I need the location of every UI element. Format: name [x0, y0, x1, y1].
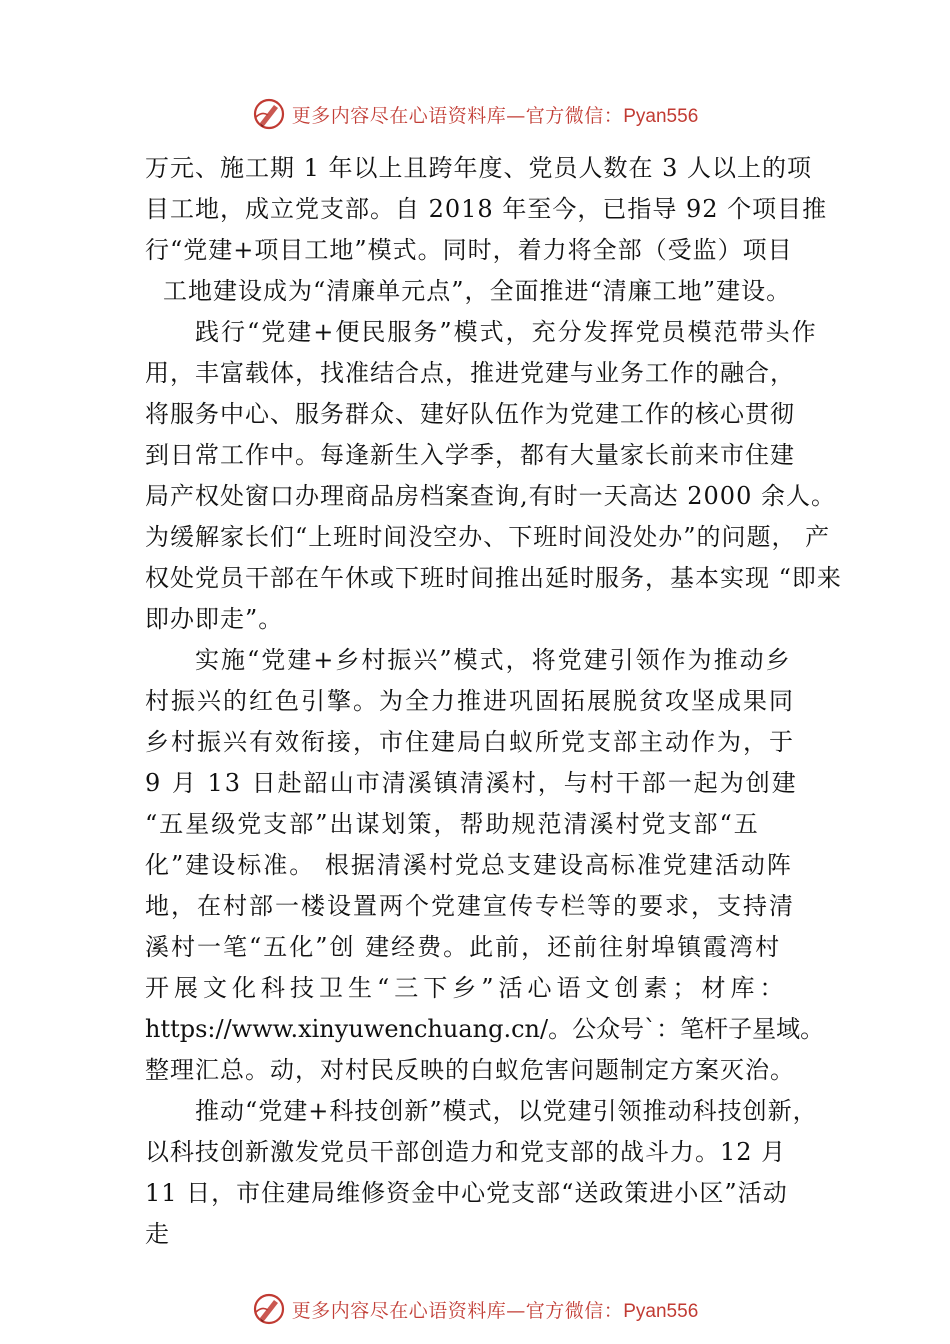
paragraph-start: 推动“党建+科技创新”模式，以党建引领推动科技创新， [195, 1097, 818, 1125]
text-line: 为缓解家长们“上班时间没空办、下班时间没处办”的问题， 产 [145, 523, 831, 551]
text-line: 行“党建+项目工地”模式。同时，着力将全部（受监）项目 [145, 236, 793, 264]
text-line: 走 [145, 1220, 170, 1248]
text-line: 村振兴的红色引擎。为全力推进巩固拓展脱贫攻坚成果同 [145, 687, 795, 715]
text-line: https://www.xinyuwenchuang.cn/。公众号`：笔杆子星域。 [145, 1015, 825, 1043]
header-banner [0, 94, 950, 134]
header-banner-handle: Pyan556 [623, 105, 699, 127]
footer-banner [0, 1289, 950, 1329]
text-line: 工地建设成为“清廉单元点”，全面推进“清廉工地”建设。 [163, 277, 792, 305]
text-line: 9 月 13 日赴韶山市清溪镇清溪村，与村干部一起为创建 [145, 769, 798, 797]
text-line: 即办即走”。 [145, 605, 284, 633]
paragraph-start: 践行“党建+便民服务”模式，充分发挥党员模范带头作 [195, 318, 818, 346]
text-line: 局产权处窗口办理商品房档案查询,有时一天高达 2000 余人。 [145, 482, 836, 510]
footer-banner-handle: Pyan556 [623, 1300, 699, 1322]
text-line: 万元、施工期 1 年以上且跨年度、党员人数在 3 人以上的项 [145, 154, 813, 182]
text-line: 以科技创新激发党员干部创造力和党支部的战斗力。12 月 [145, 1138, 787, 1166]
text-line: 目工地，成立党支部。自 2018 年至今，已指导 92 个项目推 [145, 195, 828, 223]
text-line: 化”建设标准。 根据清溪村党总支建设高标准党建活动阵 [145, 851, 793, 879]
footer-banner-text: 更多内容尽在心语资料库—官方微信：Pyan556 [291, 1299, 699, 1322]
text-line: 开展文化科技卫生“三下乡”活心语文创素；材库： [145, 974, 789, 1002]
paragraph-start: 实施“党建+乡村振兴”模式，将党建引领作为推动乡 [195, 646, 792, 674]
header-banner-text: 更多内容尽在心语资料库—官方微信：Pyan556 [291, 104, 699, 127]
text-line: 整理汇总。动，对村民反映的白蚁危害问题制定方案灭治。 [145, 1056, 795, 1084]
pen-circle-icon [252, 1292, 286, 1326]
text-line: “五星级党支部”出谋划策，帮助规范清溪村党支部“五 [145, 810, 760, 838]
text-line: 用，丰富载体，找准结合点，推进党建与业务工作的融合， [145, 359, 795, 387]
text-line: 11 日，市住建局维修资金中心党支部“送政策进小区”活动 [145, 1179, 788, 1207]
pen-circle-icon [252, 97, 286, 131]
text-line: 权处党员干部在午休或下班时间推出延时服务，基本实现 “即来 [145, 564, 842, 592]
text-line: 将服务中心、服务群众、建好队伍作为党建工作的核心贯彻 [145, 400, 795, 428]
text-line: 地，在村部一楼设置两个党建宣传专栏等的要求，支持清 [145, 892, 795, 920]
document-body [145, 148, 845, 1255]
text-line: 溪村一笔“五化”创 建经费。此前，还前往射埠镇霞湾村 [145, 933, 782, 961]
text-line: 到日常工作中。每逢新生入学季，都有大量家长前来市住建 [145, 441, 795, 469]
text-line: 乡村振兴有效衔接，市住建局白蚁所党支部主动作为，于 [145, 728, 795, 756]
